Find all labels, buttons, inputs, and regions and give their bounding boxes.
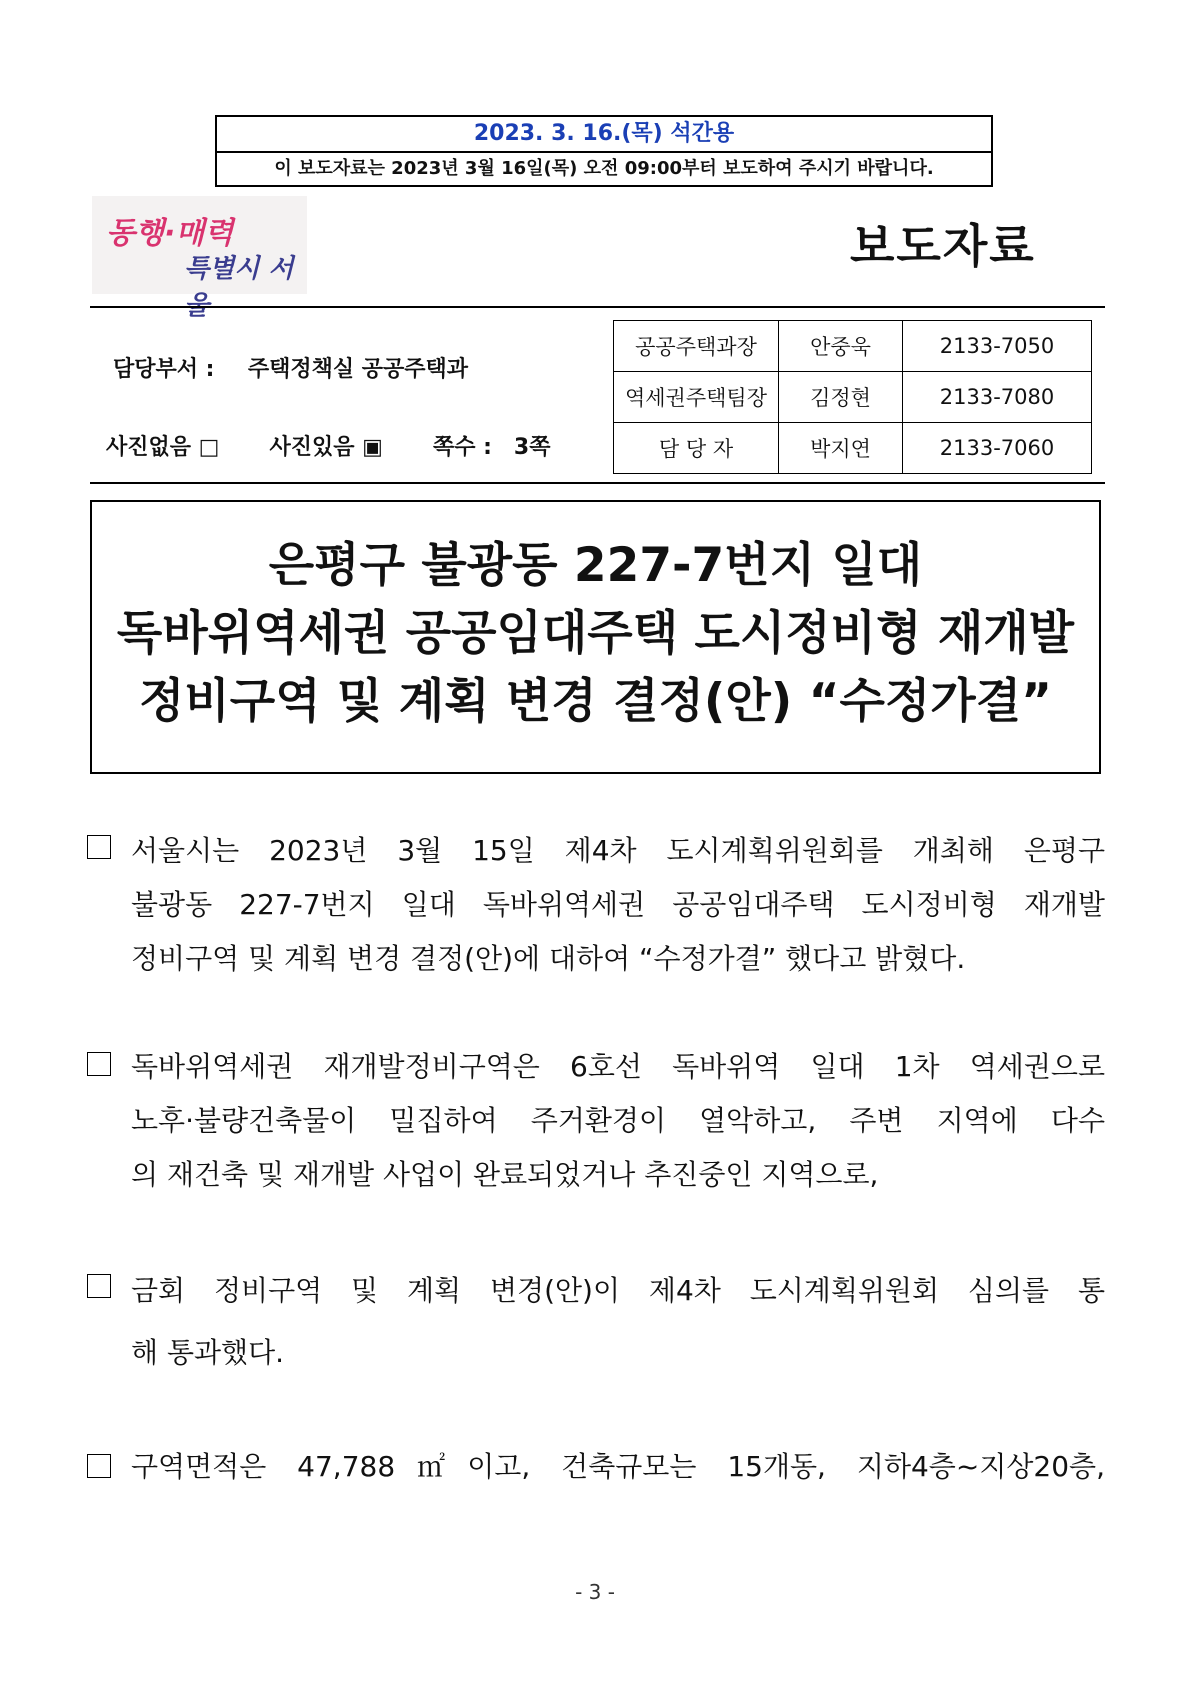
headline-line2: 독바위역세권 공공임대주택 도시정비형 재개발 xyxy=(116,606,1075,661)
bullet-line: 불광동 227-7번지 일대 독바위역세권 공공임대주택 도시정비형 재개발 xyxy=(131,888,1105,921)
bullet-line: 금회 정비구역 및 계획 변경(안)이 제4차 도시계획위원회 심의를 통 xyxy=(131,1274,1105,1307)
checkbox-icon xyxy=(87,1052,111,1076)
contact-row xyxy=(614,372,1092,423)
checkbox-icon xyxy=(87,835,111,859)
bottom-divider xyxy=(90,482,1105,484)
bullet-paragraph xyxy=(85,1440,1105,1494)
contact-phone: 2133-7050 xyxy=(903,321,1092,372)
bullet-line: 정비구역 및 계획 변경 결정(안)에 대하여 “수정가결” 했다고 밝혔다. xyxy=(131,942,966,975)
logo-line2: 특별시 서울 xyxy=(184,254,294,321)
bullet-line: 의 재건축 및 재개발 사업이 완료되었거나 추진중인 지역으로, xyxy=(131,1158,879,1191)
pages-label: 쪽수 : xyxy=(432,435,492,460)
embargo-date: 2023. 3. 16.(목) 석간용 xyxy=(217,117,991,153)
contact-role: 담 당 자 xyxy=(614,423,779,474)
contact-row xyxy=(614,423,1092,474)
pages-value: 3쪽 xyxy=(513,435,551,460)
contact-role: 역세권주택팀장 xyxy=(614,372,779,423)
page-number: - 3 - xyxy=(575,1580,615,1604)
contact-role: 공공주택과장 xyxy=(614,321,779,372)
doc-type-title: 보도자료 xyxy=(850,219,1036,273)
department-label: 담당부서 : xyxy=(113,357,215,382)
contact-row xyxy=(614,321,1092,372)
headline-line3: 정비구역 및 계획 변경 결정(안) “수정가결” xyxy=(139,674,1052,729)
contacts-table xyxy=(613,320,1092,474)
contact-phone: 2133-7080 xyxy=(903,372,1092,423)
contact-name: 김정현 xyxy=(779,372,903,423)
seoul-logo xyxy=(92,196,307,321)
department-value: 주택정책실 공공주택과 xyxy=(247,357,468,382)
bullet-line: 노후·불량건축물이 밀집하여 주거환경이 열악하고, 주변 지역에 다수 xyxy=(131,1104,1105,1137)
checkbox-icon xyxy=(87,1454,111,1478)
no-photo-label: 사진없음 □ xyxy=(106,435,220,460)
has-photo-label: 사진있음 ▣ xyxy=(269,435,383,460)
bullet-line: 구역면적은 47,788㎡이고, 건축규모는 15개동, 지하4층~지상20층, xyxy=(131,1450,1105,1483)
bullet-paragraph xyxy=(85,824,1105,986)
top-divider xyxy=(90,306,1105,308)
bullet-line: 독바위역세권 재개발정비구역은 6호선 독바위역 일대 1차 역세권으로 xyxy=(131,1050,1105,1083)
contact-name: 안중욱 xyxy=(779,321,903,372)
checkbox-icon xyxy=(87,1274,111,1298)
bullet-paragraph xyxy=(85,1260,1105,1384)
bullet-paragraph xyxy=(85,1040,1105,1202)
bullet-line: 서울시는 2023년 3월 15일 제4차 도시계획위원회를 개최해 은평구 xyxy=(131,834,1105,867)
headline-box xyxy=(90,500,1101,774)
photo-info xyxy=(106,430,550,461)
department xyxy=(113,352,468,383)
headline-line1: 은평구 불광동 227-7번지 일대 xyxy=(268,538,923,593)
contact-phone: 2133-7060 xyxy=(903,423,1092,474)
logo-line1: 동행·매력 xyxy=(106,216,234,251)
contact-name: 박지연 xyxy=(779,423,903,474)
embargo-box xyxy=(215,115,993,187)
bullet-line: 해 통과했다. xyxy=(131,1336,285,1369)
embargo-notice: 이 보도자료는 2023년 3월 16일(목) 오전 09:00부터 보도하여 주시기 바랍니다. xyxy=(274,158,934,179)
